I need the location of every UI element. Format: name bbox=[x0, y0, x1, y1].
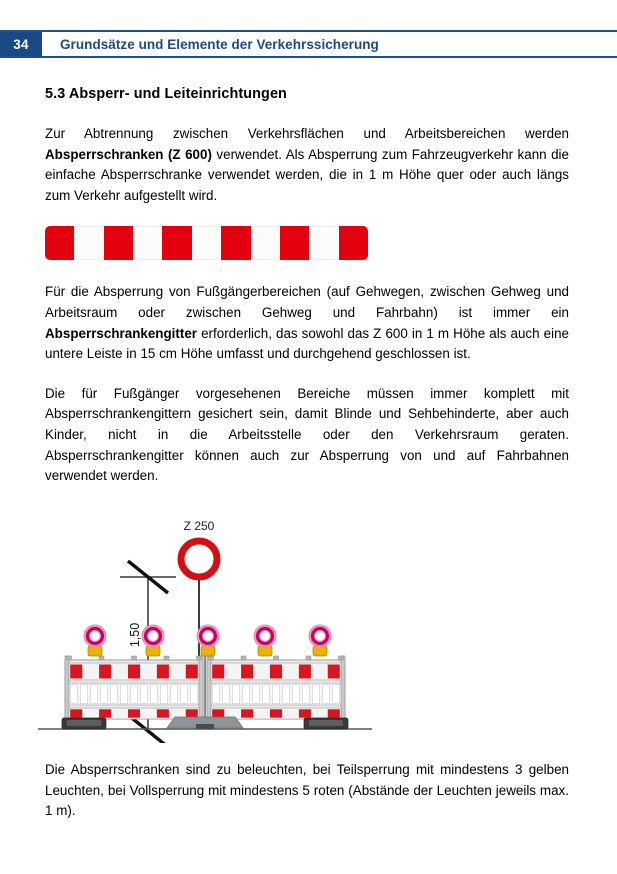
panel-connector-nub bbox=[99, 656, 104, 660]
panel-slat bbox=[130, 685, 137, 704]
panel-connector-nub bbox=[274, 656, 279, 660]
panel-top-red-block bbox=[99, 665, 111, 679]
tail-column bbox=[45, 760, 569, 822]
panel-slat bbox=[100, 685, 107, 704]
panel-top-red-block bbox=[299, 665, 311, 679]
barrier-foot-right-inset bbox=[309, 720, 343, 726]
panel-post bbox=[199, 656, 203, 723]
panel-top-red-block bbox=[128, 665, 140, 679]
panel-slat bbox=[292, 685, 299, 704]
panel-bottom-red-block bbox=[186, 709, 198, 717]
lamp-lens bbox=[260, 631, 269, 640]
panel-post bbox=[341, 656, 345, 723]
paragraph-2-bold: Absperrschrankengitter bbox=[45, 325, 198, 341]
paragraph-1 bbox=[45, 124, 569, 206]
panel-slat bbox=[180, 685, 187, 704]
figure-svg bbox=[0, 505, 617, 743]
panel-bottom-red-block bbox=[328, 709, 340, 717]
panel-bottom-red-block bbox=[299, 709, 311, 717]
panel-slat bbox=[170, 685, 177, 704]
panel-slat bbox=[282, 685, 289, 704]
absperrschrankengitter-figure bbox=[0, 505, 617, 743]
barrier-bar-stripe bbox=[162, 226, 191, 260]
paragraph-2-text-b: erforderlich, das sowohl das Z 600 in 1 m Höhe als auch eine untere Leiste in 15 cm Höhe umfasst und durchgehend geschlossen ist. bbox=[45, 325, 569, 362]
page-header bbox=[0, 30, 617, 58]
spacer-1 bbox=[45, 206, 569, 226]
panel-slat bbox=[242, 685, 249, 704]
panel-slat bbox=[80, 685, 87, 704]
panel-bottom-red-block bbox=[128, 709, 140, 717]
panel-connector-nub bbox=[132, 656, 137, 660]
barrier-bar-graphic bbox=[45, 226, 368, 260]
panel-connector-nub bbox=[197, 656, 202, 660]
paragraph-3: Die für Fußgänger vorgesehenen Bereiche müssen immer komplett mit Absperrschrankengittern gesichert sein, damit Blinde und Sehbehinderte, aber auch Kinder, nicht in die Arbeitsstelle oder den Verkehrsraum geraten. Absperrschrankengitter können auch zur Absperrung von und auf Fahrbahnen verwendet werden. bbox=[45, 385, 569, 484]
panel-bottom-red-block bbox=[270, 709, 282, 717]
panel-bottom-red-block bbox=[241, 709, 253, 717]
panel-slat bbox=[190, 685, 197, 704]
paragraph-4: Die Absperrschranken sind zu beleuchten, bei Teilsperrung mit mindestens 3 gelben Leuchten, bei Vollsperrung mit mindestens 5 roten (Abstände der Leuchten jeweils max. 1 m). bbox=[45, 762, 569, 819]
spacer-3 bbox=[45, 365, 569, 384]
panel-slat bbox=[312, 685, 319, 704]
panel-slat bbox=[262, 685, 269, 704]
panel-connector-nub bbox=[306, 656, 311, 660]
panel-slat bbox=[222, 685, 229, 704]
panel-slat bbox=[140, 685, 147, 704]
panel-connector-nub bbox=[339, 656, 344, 660]
panel-bottom-red-block bbox=[99, 709, 111, 717]
centre-base-detail bbox=[196, 724, 214, 729]
panel-top-red-block bbox=[70, 665, 82, 679]
lamp-lens bbox=[148, 631, 157, 640]
panel-connector-nub bbox=[67, 656, 72, 660]
panel-connector-nub bbox=[241, 656, 246, 660]
panel-bottom-red-block bbox=[157, 709, 169, 717]
barrier-bar-stripe bbox=[339, 226, 368, 260]
panel-slat bbox=[70, 685, 77, 704]
lamp-lens bbox=[315, 631, 324, 640]
panel-connector-nub bbox=[209, 656, 214, 660]
spacer-2 bbox=[45, 260, 569, 282]
panel-slat bbox=[232, 685, 239, 704]
paragraph-1-text-b: verwendet. Als Absperrung zum Fahrzeugverkehr kann die einfache Absperrschranke verwendet werden, die in 1 m Höhe quer oder auch längs zum Verkehr aufgestellt wird. bbox=[45, 146, 569, 203]
paragraph-2 bbox=[45, 282, 569, 364]
panel-post bbox=[207, 656, 211, 723]
panel-slat bbox=[332, 685, 339, 704]
page-number: 34 bbox=[0, 32, 42, 56]
panel-slat bbox=[120, 685, 127, 704]
panel-post bbox=[65, 656, 69, 723]
panel-top-red-block bbox=[270, 665, 282, 679]
paragraph-2-text-a: Für die Absperrung von Fußgängerbereichen (auf Gehwegen, zwischen Gehweg und Arbeitsraum oder zwischen Gehweg und Fahrbahn) ist immer ein bbox=[45, 284, 569, 320]
z250-label: Z 250 bbox=[183, 519, 215, 533]
panel-top-red-block bbox=[186, 665, 198, 679]
panel-slat bbox=[110, 685, 117, 704]
barrier-foot-left-inset bbox=[67, 720, 101, 726]
panel-slat bbox=[150, 685, 157, 704]
barrier-bar-stripe bbox=[221, 226, 250, 260]
header-title: Grundsätze und Elemente der Verkehrssicherung bbox=[60, 36, 379, 52]
lamp-lens bbox=[203, 631, 212, 640]
lamp-lens bbox=[90, 631, 99, 640]
panel-slat bbox=[302, 685, 309, 704]
panel-top-red-block bbox=[241, 665, 253, 679]
panel-bottom-red-block bbox=[70, 709, 82, 717]
panel-top-red-block bbox=[328, 665, 340, 679]
z250-sign-icon bbox=[181, 541, 217, 577]
panel-connector-nub bbox=[164, 656, 169, 660]
barrier-bar-stripe bbox=[280, 226, 309, 260]
paragraph-1-bold: Absperrschranken (Z 600) bbox=[45, 146, 212, 162]
panel-slat bbox=[90, 685, 97, 704]
panel-slat bbox=[272, 685, 279, 704]
panel-slat bbox=[322, 685, 329, 704]
panel-slat bbox=[252, 685, 259, 704]
barrier-bar-stripe bbox=[45, 226, 74, 260]
section-heading: 5.3 Absperr- und Leiteinrichtungen bbox=[45, 86, 287, 102]
panel-top-red-block bbox=[157, 665, 169, 679]
panel-slat bbox=[212, 685, 219, 704]
content-column bbox=[45, 86, 569, 487]
paragraph-1-text-a: Zur Abtrennung zwischen Verkehrsflächen und Arbeitsbereichen werden bbox=[45, 126, 569, 141]
dimension-label: 1,50 bbox=[128, 622, 142, 648]
panel-slat bbox=[160, 685, 167, 704]
panel-bottom-red-block bbox=[212, 709, 224, 717]
barrier-bar-stripe bbox=[104, 226, 133, 260]
panel-top-red-block bbox=[212, 665, 224, 679]
